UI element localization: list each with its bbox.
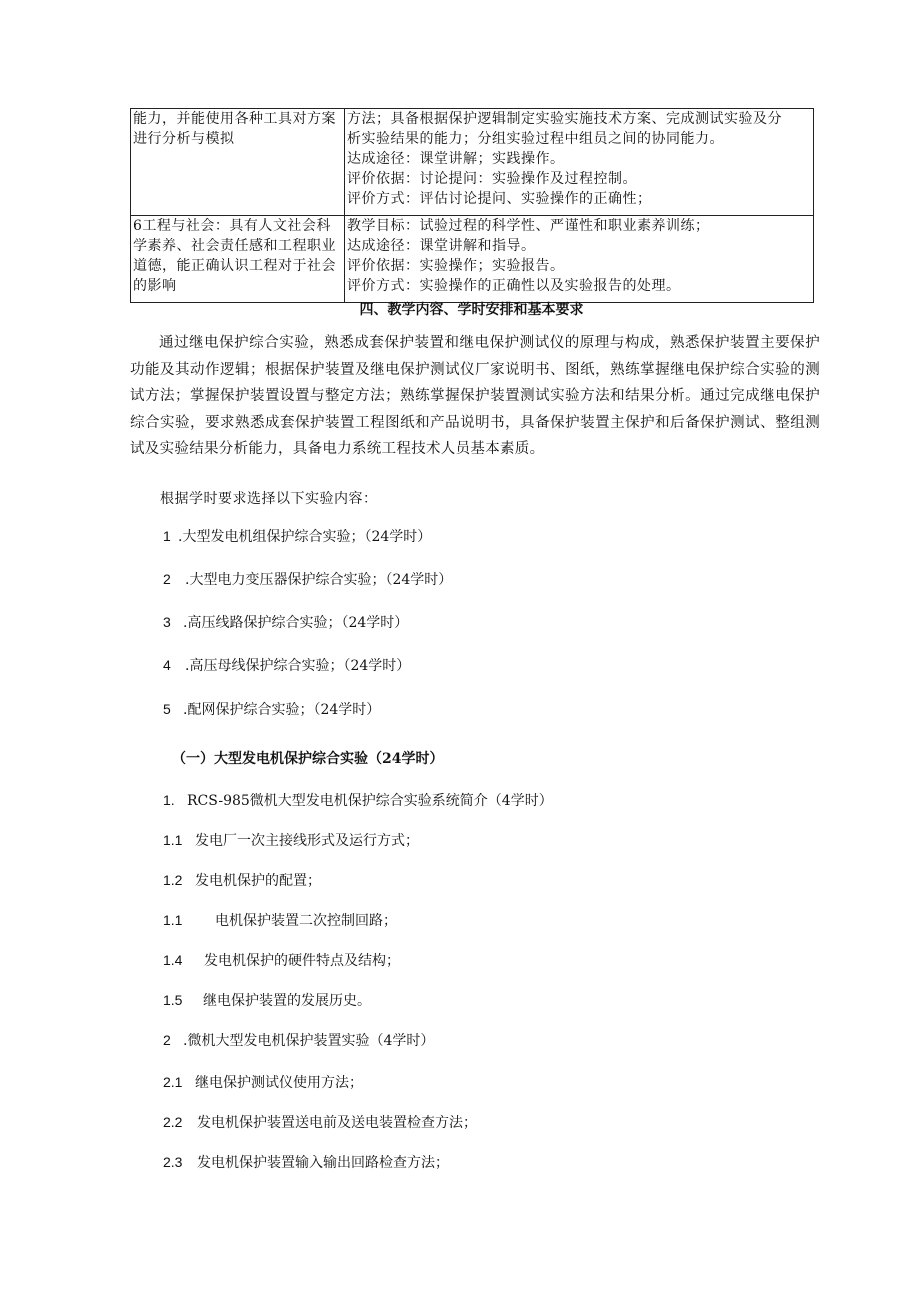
outline-text: 继电保护装置的发展历史。 — [203, 993, 371, 1009]
outline-item — [163, 1072, 363, 1093]
outcomes-table — [130, 108, 814, 303]
outline-number: 2 — [163, 1032, 171, 1048]
section-title: 四、教学内容、学时安排和基本要求 — [359, 302, 584, 318]
method-line: 评价依据：实验操作；实验报告。 — [347, 258, 565, 274]
list-item-number: 5 — [163, 701, 171, 717]
outline-number: 1.2 — [163, 872, 183, 888]
outline-item — [163, 830, 419, 851]
list-item — [163, 569, 452, 590]
intro-paragraph: 通过继电保护综合实验，熟悉成套保护装置和继电保护测试仪的原理与构成，熟悉保护装置主要保护功能及其动作逻辑；根据保护装置及继电保护测试仪厂家说明书、图纸，熟练掌握继电保护综合实验的测试方法；掌握保护装置设置与整定方法；熟练掌握保护装置测试实验方法和结果分析。通过完成继电保护综合实验，要求熟悉成套保护装置工程图纸和产品说明书，具备保护装置主保护和后备保护测试、整组测试及实验结果分析能力，具备电力系统工程技术人员基本素质。 — [130, 335, 820, 457]
outline-number: 1.5 — [163, 992, 183, 1008]
table-cell-outcome — [131, 109, 345, 216]
outline-text: 继电保护测试仪使用方法； — [195, 1075, 363, 1091]
list-item-text: .高压母线保护综合实验；（24学时） — [185, 658, 411, 674]
table-cell-method — [345, 216, 814, 303]
method-line: 评价依据：讨论提问：实验操作及过程控制。 — [347, 171, 637, 187]
outline-item — [163, 870, 321, 891]
list-item — [163, 655, 410, 676]
method-line: 评价方式：实验操作的正确性以及实验报告的处理。 — [347, 278, 681, 294]
table-row — [131, 109, 814, 216]
list-item-text: .大型发电机组保护综合实验；（24学时） — [178, 529, 432, 545]
table-cell-outcome — [131, 216, 345, 303]
outcome-text: 能力，并能使用各种工具对方案进行分析与模拟 — [133, 111, 336, 147]
method-line: 达成途径：课堂讲解和指导。 — [347, 238, 536, 254]
outline-number: 2.1 — [163, 1074, 183, 1090]
outline-item — [163, 790, 553, 811]
outline-item — [163, 1030, 434, 1051]
list-item-text: .高压线路保护综合实验；（24学时） — [183, 615, 409, 631]
method-line: 析实验结果的能力；分组实验过程中组员之间的协同能力。 — [347, 131, 724, 147]
outline-text: 发电厂一次主接线形式及运行方式； — [195, 833, 419, 849]
outline-text: 电机保护装置二次控制回路； — [215, 913, 397, 929]
outline-text: RCS-985微机大型发电机保护综合实验系统简介（4学时） — [187, 793, 553, 809]
outline-number: 2.3 — [163, 1154, 183, 1170]
outline-number: 1.4 — [163, 952, 183, 968]
list-item-number: 1 — [163, 528, 171, 544]
method-line: 达成途径：课堂讲解；实践操作。 — [347, 151, 565, 167]
outline-number: 1. — [163, 792, 175, 808]
list-item-text: .配网保护综合实验；（24学时） — [183, 702, 381, 718]
outline-item — [163, 1152, 449, 1173]
outcome-text: 6工程与社会：具有人文社会科学素养、社会责任感和工程职业道德，能正确认识工程对于社会的影响 — [133, 218, 336, 294]
outline-item — [163, 950, 400, 971]
method-line: 教学目标：试验过程的科学性、严谨性和职业素养训练； — [347, 218, 710, 234]
list-item-text: .大型电力变压器保护综合实验；（24学时） — [185, 572, 453, 588]
outline-text: 发电机保护装置输入输出回路检查方法； — [197, 1155, 449, 1171]
outline-item — [163, 1112, 477, 1133]
outline-number: 1.1 — [163, 912, 183, 928]
select-line: 根据学时要求选择以下实验内容： — [160, 491, 378, 507]
outline-item — [163, 990, 371, 1011]
outline-text: 发电机保护装置送电前及送电装置检查方法； — [197, 1115, 477, 1131]
outline-text: 发电机保护的硬件特点及结构； — [204, 953, 400, 969]
list-item-number: 3 — [163, 614, 171, 630]
list-item — [163, 612, 408, 633]
list-item-number: 2 — [163, 571, 171, 587]
list-item — [163, 526, 431, 547]
table-row — [131, 216, 814, 303]
outline-number: 2.2 — [163, 1114, 183, 1130]
list-item — [163, 699, 380, 720]
list-item-number: 4 — [163, 657, 171, 673]
subsection-title: （一）大型发电机保护综合实验（24学时） — [172, 751, 444, 767]
method-line: 方法；具备根据保护逻辑制定实验实施技术方案、完成测试实验及分 — [347, 111, 782, 127]
outline-text: .微机大型发电机保护装置实验（4学时） — [183, 1033, 435, 1049]
table-cell-method — [345, 109, 814, 216]
method-line: 评价方式：评估讨论提问、实验操作的正确性； — [347, 191, 652, 207]
outline-number: 1.1 — [163, 832, 183, 848]
outline-text: 发电机保护的配置； — [195, 873, 321, 889]
outline-item — [163, 910, 397, 931]
